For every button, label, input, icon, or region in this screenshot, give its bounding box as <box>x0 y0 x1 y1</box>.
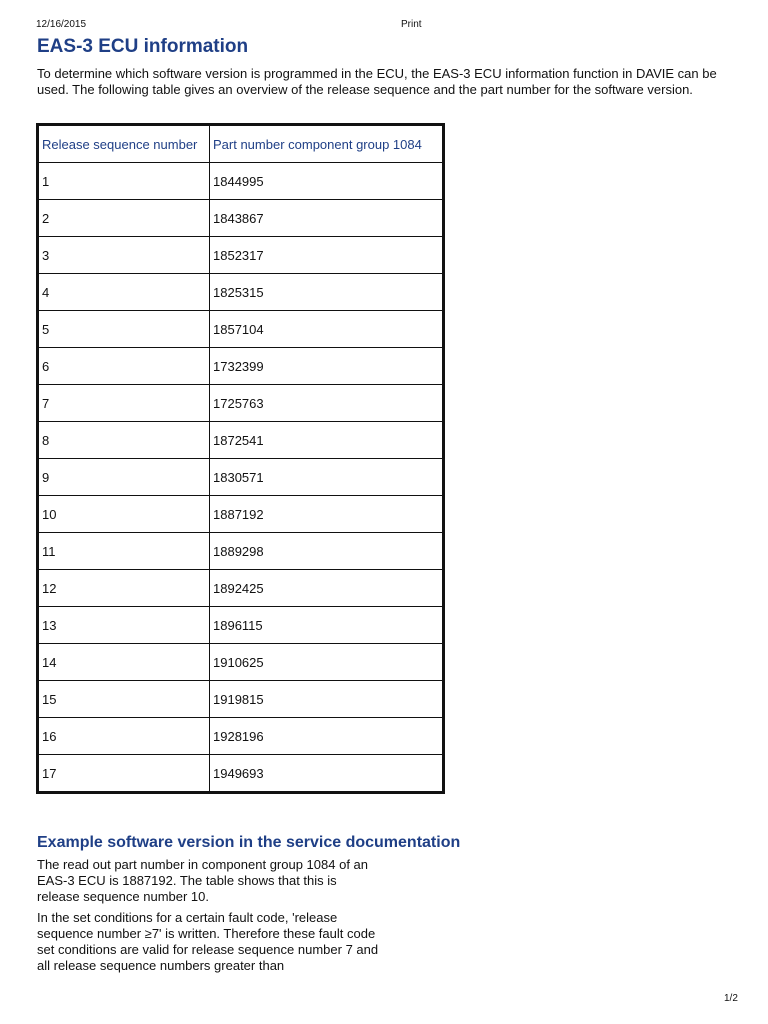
release-sequence-cell: 16 <box>38 718 210 755</box>
table-row <box>38 237 444 274</box>
table-row <box>38 274 444 311</box>
table-row <box>38 755 444 793</box>
release-sequence-cell: 8 <box>38 422 210 459</box>
table-row <box>38 385 444 422</box>
part-number-cell: 1928196 <box>210 718 444 755</box>
release-sequence-cell: 12 <box>38 570 210 607</box>
column-header-release: Release sequence number <box>38 125 210 163</box>
example-paragraph-1: The read out part number in component group 1084 of an EAS-3 ECU is 1887192. The table shows that this is release sequence number 10. <box>37 857 368 904</box>
release-table <box>36 123 445 794</box>
part-number-cell: 1892425 <box>210 570 444 607</box>
table-row <box>38 681 444 718</box>
part-number-cell: 1872541 <box>210 422 444 459</box>
part-number-cell: 1844995 <box>210 163 444 200</box>
part-number-cell: 1896115 <box>210 607 444 644</box>
part-number-cell: 1852317 <box>210 237 444 274</box>
table-row <box>38 200 444 237</box>
part-number-cell: 1825315 <box>210 274 444 311</box>
part-number-cell: 1843867 <box>210 200 444 237</box>
print-date: 12/16/2015 <box>36 19 87 30</box>
intro-paragraph: To determine which software version is programmed in the ECU, the EAS-3 ECU information function in DAVIE can be used. The following table gives an overview of the release sequence and the part number for the software version. <box>37 66 717 97</box>
table-row <box>38 348 444 385</box>
part-number-cell: 1910625 <box>210 644 444 681</box>
table-body <box>38 163 444 793</box>
table-row <box>38 311 444 348</box>
release-sequence-cell: 7 <box>38 385 210 422</box>
part-number-cell: 1889298 <box>210 533 444 570</box>
table-row <box>38 163 444 200</box>
part-number-cell: 1725763 <box>210 385 444 422</box>
table-row <box>38 607 444 644</box>
release-sequence-cell: 9 <box>38 459 210 496</box>
part-number-cell: 1830571 <box>210 459 444 496</box>
table-row <box>38 422 444 459</box>
part-number-cell: 1919815 <box>210 681 444 718</box>
table-row <box>38 570 444 607</box>
print-header-title: Print <box>401 19 422 30</box>
release-sequence-cell: 10 <box>38 496 210 533</box>
table-row <box>38 496 444 533</box>
part-number-cell: 1857104 <box>210 311 444 348</box>
release-sequence-cell: 13 <box>38 607 210 644</box>
example-heading: Example software version in the service documentation <box>37 834 461 851</box>
column-header-part-number: Part number component group 1084 <box>210 125 444 163</box>
release-sequence-cell: 3 <box>38 237 210 274</box>
release-sequence-cell: 11 <box>38 533 210 570</box>
release-sequence-cell: 1 <box>38 163 210 200</box>
part-number-cell: 1949693 <box>210 755 444 793</box>
table-header-row <box>38 125 444 163</box>
release-sequence-cell: 2 <box>38 200 210 237</box>
table-row <box>38 459 444 496</box>
release-sequence-cell: 4 <box>38 274 210 311</box>
release-sequence-cell: 14 <box>38 644 210 681</box>
table-row <box>38 644 444 681</box>
page-number: 1/2 <box>724 993 738 1004</box>
table-row <box>38 533 444 570</box>
table-row <box>38 718 444 755</box>
page-title: EAS-3 ECU information <box>37 36 249 57</box>
example-paragraph-2: In the set conditions for a certain fault code, 'release sequence number ≥7' is written. Therefore these fault code set conditions are valid for release sequence number 7 and all release sequence numbers greater than <box>37 910 379 973</box>
release-sequence-cell: 6 <box>38 348 210 385</box>
release-sequence-cell: 15 <box>38 681 210 718</box>
part-number-cell: 1887192 <box>210 496 444 533</box>
part-number-cell: 1732399 <box>210 348 444 385</box>
release-sequence-cell: 17 <box>38 755 210 793</box>
release-sequence-cell: 5 <box>38 311 210 348</box>
